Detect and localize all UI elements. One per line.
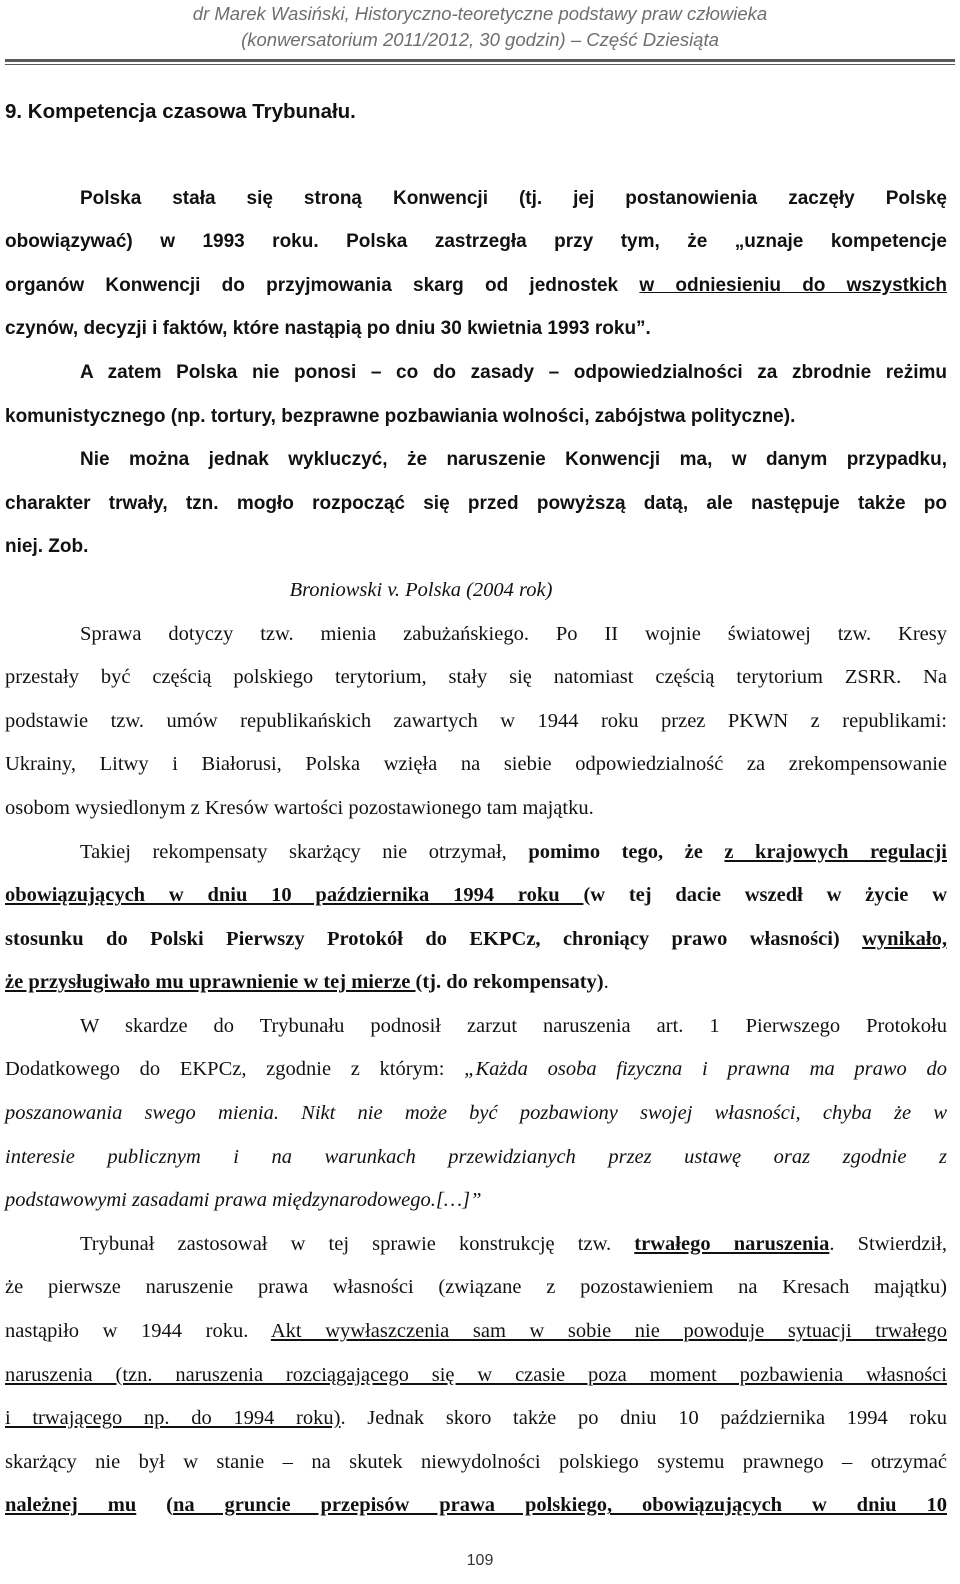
text-line xyxy=(5,874,947,918)
text-line: Nie można jednak wykluczyć, że naruszenie Konwencji ma, w danym przypadku, xyxy=(80,449,947,471)
bold-underlined-text: z krajowych regulacji xyxy=(724,840,947,863)
bold-underlined-text: trwałego naruszenia xyxy=(634,1232,830,1255)
text-span: Takiej rekompensaty skarżący nie otrzymał, xyxy=(80,840,529,863)
section-heading: 9. Kompetencja czasowa Trybunału. xyxy=(5,100,356,123)
header-rule-thick xyxy=(5,59,955,62)
paragraph-case-facts xyxy=(5,613,947,831)
text-line: podstawie tzw. umów republikańskich zawartych w 1944 roku przez PKWN z republikami: xyxy=(5,709,947,732)
bold-underlined-text: że przysługiwało mu uprawnienie w tej mierze xyxy=(5,971,416,994)
text-line: A zatem Polska nie ponosi – co do zasady – odpowiedzialności za zbrodnie reżimu xyxy=(80,361,947,383)
text-span: . xyxy=(603,971,609,994)
underlined-text-line: naruszenia (tzn. naruszenia rozciągającego się w czasie poza moment pozbawienia własności xyxy=(5,1363,947,1386)
text-line: charakter trwały, tzn. mogło rozpocząć się przed powyższą datą, ale następuje także po xyxy=(5,492,947,514)
text-line: czynów, decyzji i faktów, które nastąpią po dniu 30 kwietnia 1993 roku”. xyxy=(5,318,651,340)
text-line xyxy=(5,264,947,308)
text-line: komunistycznego (np. tortury, bezprawne pozbawiania wolności, zabójstwa polityczne). xyxy=(5,405,796,427)
text-span: . Stwierdził, xyxy=(829,1232,948,1255)
paragraph-ratification xyxy=(5,177,947,351)
text-line: Ukrainy, Litwy i Białorusi, Polska wzięła na siebie odpowiedzialność za zrekompensowanie xyxy=(5,753,947,776)
bold-text: ( xyxy=(136,1494,173,1517)
paragraph-responsibility xyxy=(5,351,947,438)
page-number: 109 xyxy=(466,1552,494,1569)
bold-underlined-text: na gruncie przepisów prawa polskiego, obowiązujących w dniu 10 xyxy=(173,1494,947,1517)
quoted-text: „Każda osoba fizyczna i prawna ma prawo do xyxy=(464,1058,947,1081)
text-line xyxy=(5,918,947,962)
underlined-text: w odniesieniu do wszystkich xyxy=(639,274,947,296)
bold-underlined-text: należnej mu xyxy=(5,1494,137,1517)
quoted-text-line: podstawowymi zasadami prawa międzynarodowego.[…]” xyxy=(5,1189,482,1212)
text-line: obowiązywać) w 1993 roku. Polska zastrzegła przy tym, że „uznaje kompetencje xyxy=(5,231,947,253)
text-line xyxy=(5,1484,947,1528)
text-span: Trybunał zastosował w tej sprawie konstrukcję tzw. xyxy=(80,1232,635,1255)
bold-underlined-text: obowiązujących w dniu 10 października 1994 roku xyxy=(5,884,584,907)
bold-text: (w tej dacie wszedł w życie w xyxy=(583,884,947,907)
underlined-text: Akt wywłaszczenia sam w sobie nie powoduje sytuacji trwałego xyxy=(270,1320,947,1343)
text-span: organów Konwencji do przyjmowania skarg od jednostek xyxy=(5,274,640,296)
header-rule-thin xyxy=(5,64,955,65)
text-line xyxy=(5,1310,947,1354)
text-line: że pierwsze naruszenie prawa własności (związane z pozostawieniem na Kresach majątku) xyxy=(5,1276,947,1299)
case-title: Broniowski v. Polska (2004 rok) xyxy=(289,578,553,601)
paragraph-court-ruling xyxy=(5,1223,947,1528)
text-line xyxy=(5,961,947,1005)
paragraph-compensation xyxy=(5,831,947,1005)
text-line xyxy=(5,831,947,875)
document-body xyxy=(5,90,947,1528)
text-span: . Jednak skoro także po dniu 10 października 1994 roku xyxy=(340,1407,947,1430)
text-line xyxy=(5,1397,947,1441)
page-header xyxy=(0,0,960,56)
text-line xyxy=(5,1048,947,1092)
text-line xyxy=(5,1223,947,1267)
underlined-text: i trwającego np. do 1994 roku) xyxy=(5,1407,341,1430)
text-line: skarżący nie był w stanie – na skutek niewydolności polskiego systemu prawnego – otrzymać xyxy=(5,1450,947,1473)
bold-text: (tj. do rekompensaty) xyxy=(415,971,604,994)
quoted-text-line: interesie publicznym i na warunkach przewidzianych przez ustawę oraz zgodnie z xyxy=(5,1145,947,1168)
quoted-text-line: poszanowania swego mienia. Nikt nie może być pozbawiony swojej własności, chyba że w xyxy=(5,1102,947,1125)
header-course-info: (konwersatorium 2011/2012, 30 godzin) – Część Dziesiąta xyxy=(241,29,719,50)
header-author-title: dr Marek Wasiński, Historyczno-teoretyczne podstawy praw człowieka xyxy=(192,3,768,24)
text-span: nastąpiło w 1944 roku. xyxy=(5,1320,271,1343)
text-line: przestały być częścią polskiego terytorium, stały się natomiast częścią terytorium ZSRR. Na xyxy=(5,666,947,689)
text-line: osobom wysiedlonym z Kresów wartości pozostawionego tam majątku. xyxy=(5,796,594,819)
text-line: Sprawa dotyczy tzw. mienia zabużańskiego. Po II wojnie światowej tzw. Kresy xyxy=(80,622,947,645)
bold-text: stosunku do Polski Pierwszy Protokół do EKPCz, chroniący prawo własności) xyxy=(5,927,863,950)
bold-underlined-text: wynikało, xyxy=(862,927,947,950)
text-line: niej. Zob. xyxy=(5,536,89,558)
paragraph-continuing-violation xyxy=(5,438,947,569)
bold-text: pomimo tego, że xyxy=(528,840,725,863)
text-span: Dodatkowego do EKPCz, zgodnie z którym: xyxy=(5,1058,465,1081)
text-line: Polska stała się stroną Konwencji (tj. jej postanowienia zaczęły Polskę xyxy=(80,187,947,209)
paragraph-complaint xyxy=(5,1005,947,1223)
text-line: W skardze do Trybunału podnosił zarzut naruszenia art. 1 Pierwszego Protokołu xyxy=(80,1014,947,1037)
